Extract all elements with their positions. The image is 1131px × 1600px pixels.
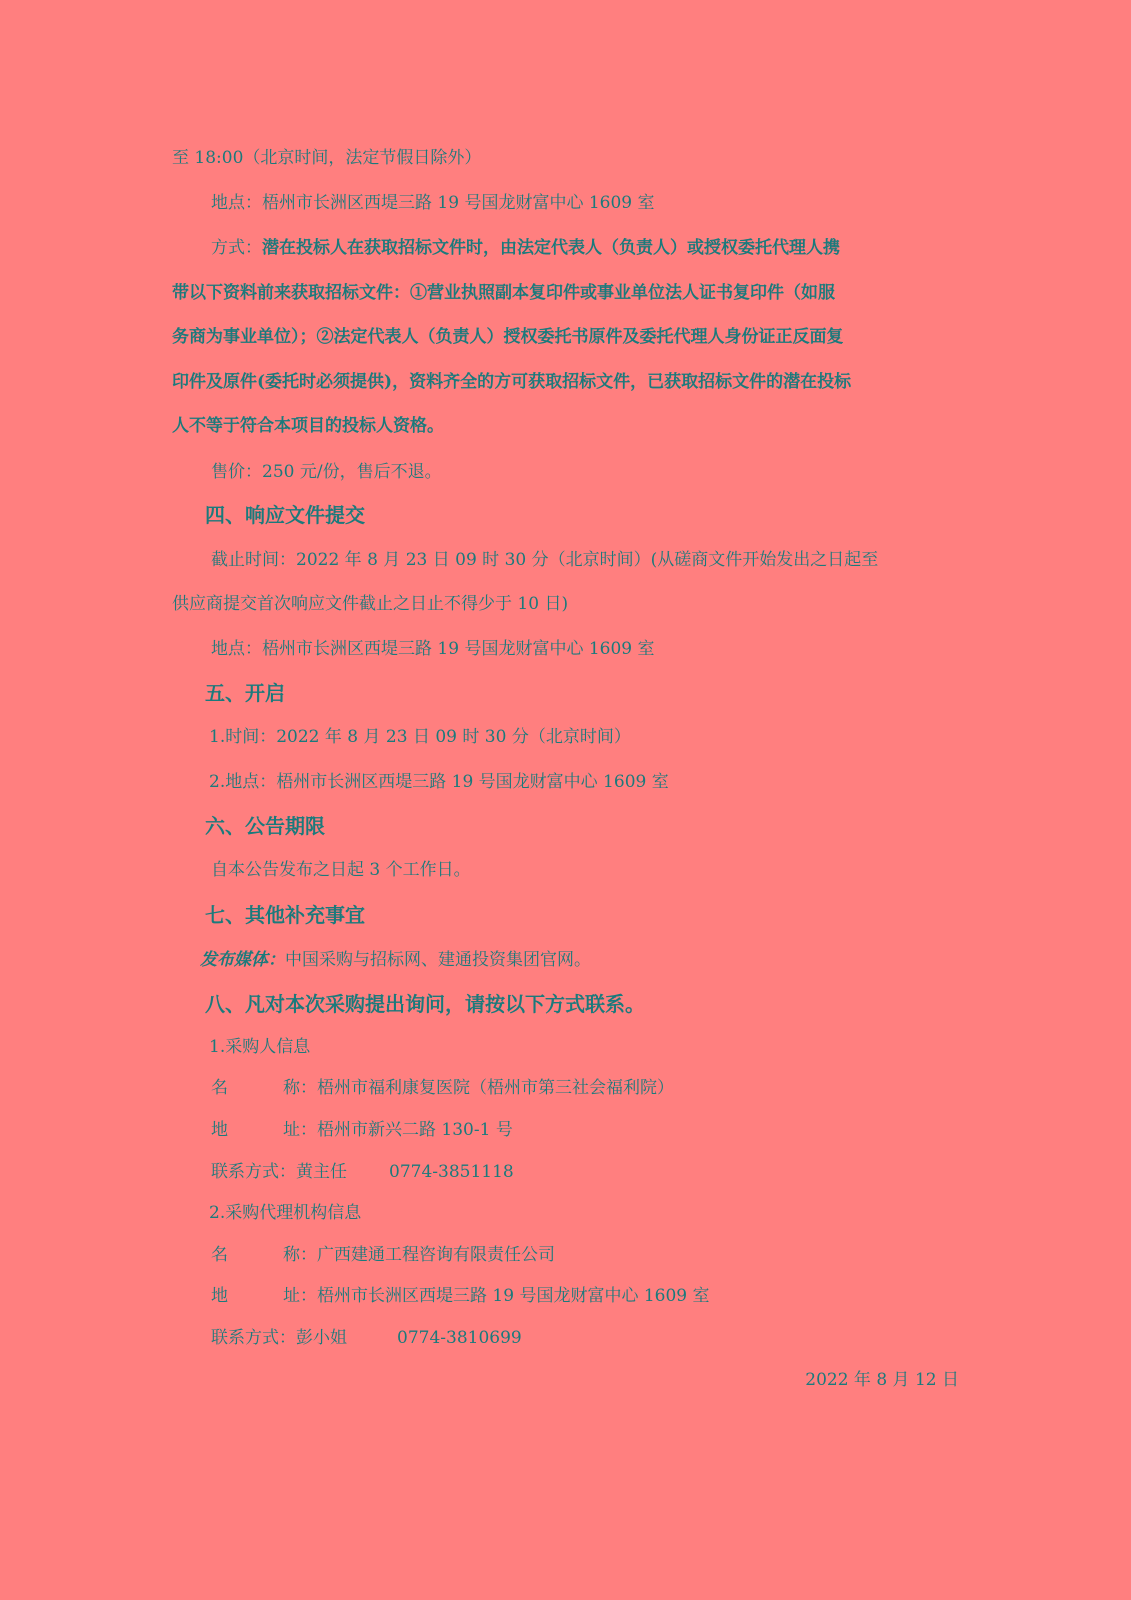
open-time: 1.时间：2022 年 8 月 23 日 09 时 30 分（北京时间） bbox=[209, 727, 631, 747]
label-char: 名 bbox=[211, 1078, 228, 1098]
contact-label: 联系方式： bbox=[211, 1328, 296, 1348]
open-place: 2.地点：梧州市长洲区西堤三路 19 号国龙财富中心 1609 室 bbox=[209, 772, 669, 792]
deadline-line-2: 供应商提交首次响应文件截止之日止不得少于 10 日) bbox=[172, 594, 569, 614]
label-char: 名 bbox=[211, 1245, 228, 1265]
section-heading-6: 六、公告期限 bbox=[205, 814, 325, 838]
agent-address: 梧州市长洲区西堤三路 19 号国龙财富中心 1609 室 bbox=[317, 1286, 710, 1306]
buyer-heading: 1.采购人信息 bbox=[209, 1037, 311, 1057]
label-char: 址： bbox=[283, 1286, 317, 1306]
agent-phone: 0774-3810699 bbox=[397, 1328, 522, 1348]
agent-address-line bbox=[211, 1286, 710, 1306]
method-line-1 bbox=[211, 238, 840, 258]
price-line: 售价：250 元/份，售后不退。 bbox=[211, 462, 442, 482]
agent-heading: 2.采购代理机构信息 bbox=[209, 1203, 362, 1223]
method-line-3: 务商为事业单位）；②法定代表人（负责人）授权委托书原件及委托代理人身份证正反面复 bbox=[172, 327, 844, 347]
buyer-address: 梧州市新兴二路 130-1 号 bbox=[317, 1120, 513, 1140]
agent-name: 广西建通工程咨询有限责任公司 bbox=[317, 1245, 555, 1265]
document-date: 2022 年 8 月 12 日 bbox=[805, 1370, 959, 1390]
section-heading-5: 五、开启 bbox=[205, 681, 285, 705]
method-text: 潜在投标人在获取招标文件时，由法定代表人（负责人）或授权委托代理人携 bbox=[262, 238, 840, 258]
section-heading-8: 八、凡对本次采购提出询问，请按以下方式联系。 bbox=[205, 992, 645, 1016]
location-line: 地点：梧州市长洲区西堤三路 19 号国龙财富中心 1609 室 bbox=[211, 193, 655, 213]
label-char: 地 bbox=[211, 1120, 228, 1140]
section-heading-4: 四、响应文件提交 bbox=[205, 503, 365, 527]
buyer-contact-name: 黄主任 bbox=[296, 1162, 347, 1182]
media-line bbox=[200, 950, 591, 970]
agent-contact-line bbox=[211, 1328, 522, 1348]
method-label: 方式： bbox=[211, 238, 262, 258]
contact-label: 联系方式： bbox=[211, 1162, 296, 1182]
agent-name-line bbox=[211, 1245, 555, 1265]
media-text: 中国采购与招标网、建通投资集团官网。 bbox=[285, 950, 591, 970]
notice-period: 自本公告发布之日起 3 个工作日。 bbox=[211, 860, 471, 880]
buyer-name-line bbox=[211, 1078, 674, 1098]
method-line-2: 带以下资料前来获取招标文件：①营业执照副本复印件或事业单位法人证书复印件（如服 bbox=[172, 283, 835, 303]
time-continuation: 至 18:00（北京时间，法定节假日除外） bbox=[172, 148, 482, 168]
buyer-address-line bbox=[211, 1120, 513, 1140]
buyer-phone: 0774-3851118 bbox=[389, 1162, 514, 1182]
method-line-4: 印件及原件(委托时必须提供)，资料齐全的方可获取招标文件，已获取招标文件的潜在投标 bbox=[172, 372, 852, 392]
buyer-name: 梧州市福利康复医院（梧州市第三社会福利院） bbox=[317, 1078, 674, 1098]
media-label: 发布媒体： bbox=[200, 950, 285, 970]
buyer-contact-line bbox=[211, 1162, 514, 1182]
method-line-5: 人不等于符合本项目的投标人资格。 bbox=[172, 416, 444, 436]
label-char: 称： bbox=[283, 1078, 317, 1098]
label-char: 称： bbox=[283, 1245, 317, 1265]
deadline-line-1: 截止时间：2022 年 8 月 23 日 09 时 30 分（北京时间）(从磋商文件开始发出之日起至 bbox=[211, 550, 879, 570]
label-char: 址： bbox=[283, 1120, 317, 1140]
label-char: 地 bbox=[211, 1286, 228, 1306]
section-heading-7: 七、其他补充事宜 bbox=[205, 903, 365, 927]
agent-contact-name: 彭小姐 bbox=[296, 1328, 347, 1348]
submission-location: 地点：梧州市长洲区西堤三路 19 号国龙财富中心 1609 室 bbox=[211, 639, 655, 659]
